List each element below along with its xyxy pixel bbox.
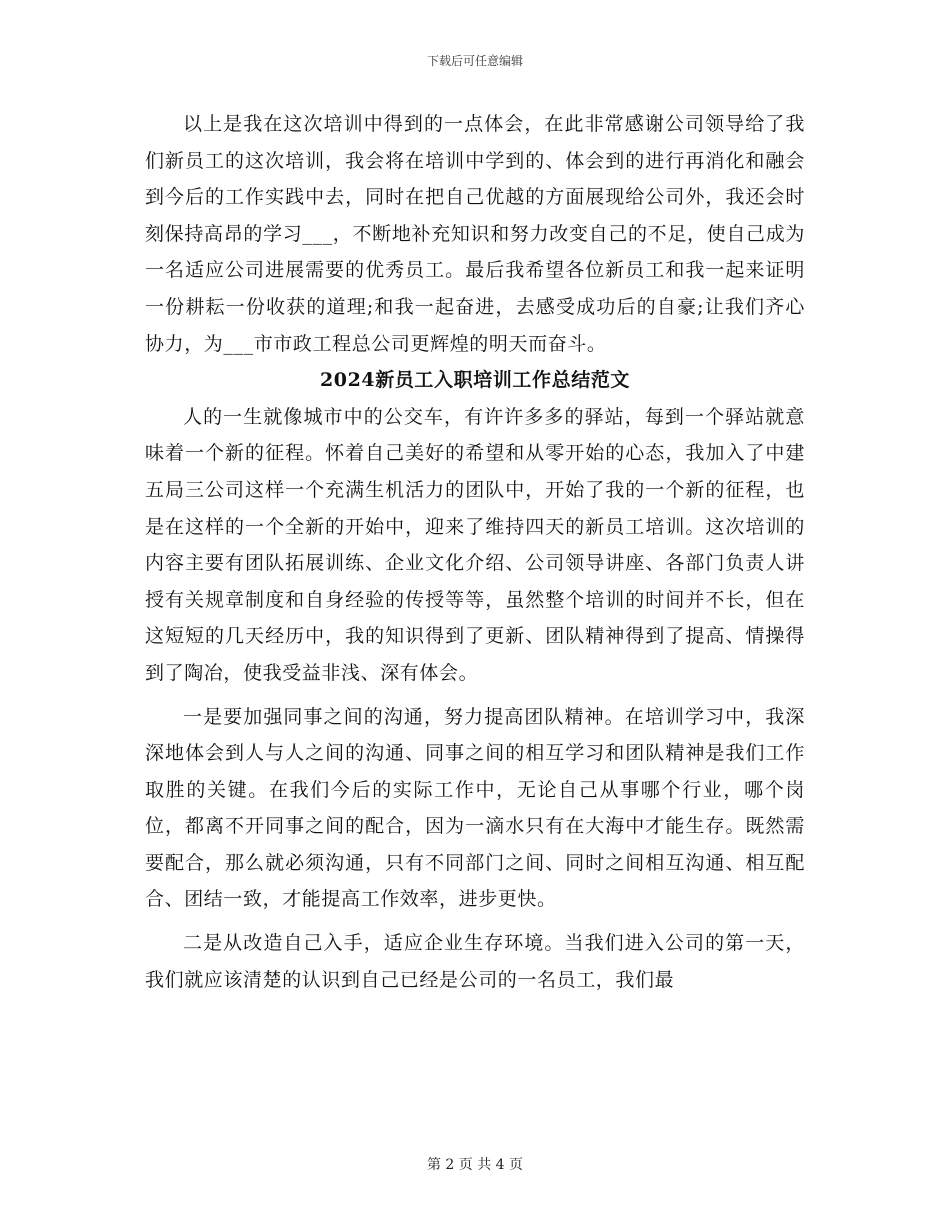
paragraph-point-one: 一是要加强同事之间的沟通，努力提高团队精神。在培训学习中，我深深地体会到人与人之间的沟通、同事之间的相互学习和团队精神是我们工作取胜的关键。在我们今后的实际工作中，无论自己从事哪个行业，哪个岗位，都离不开同事之间的配合，因为一滴水只有在大海中才能生存。既然需要配合，那么就必须沟通，只有不同部门之间、同时之间相互沟通、相互配合、团结一致，才能提高工作效率，进步更快。 (145, 705, 805, 911)
paragraph-point-two: 二是从改造自己入手，适应企业生存环境。当我们进入公司的第一天，我们就应该清楚的认识到自己已经是公司的一名员工，我们最 (145, 932, 805, 991)
section-title: 2024新员工入职培训工作总结范文 (319, 369, 631, 392)
page-footer: 第 2 页 共 4 页 (426, 1157, 524, 1173)
document-body (145, 106, 805, 998)
paragraph-closing-remarks: 以上是我在这次培训中得到的一点体会，在此非常感谢公司领导给了我们新员工的这次培训，我会将在培训中学到的、体会到的进行再消化和融会到今后的工作实践中去，同时在把自己优越的方面展现给公司外，我还会时刻保持高昂的学习___，不断地补充知识和努力改变自己的不足，使自己成为一名适应公司进展需要的优秀员工。最后我希望各位新员工和我一起来证明一份耕耘一份收获的道理;和我一起奋进，去感受成功后的自豪;让我们齐心协力，为___市市政工程总公司更辉煌的明天而奋斗。 (145, 113, 805, 355)
paragraph-introduction: 人的一生就像城市中的公交车，有许许多多的驿站，每到一个驿站就意味着一个新的征程。怀着自己美好的希望和从零开始的心态，我加入了中建五局三公司这样一个充满生机活力的团队中，开始了我的一个新的征程，也是在这样的一个全新的开始中，迎来了维持四天的新员工培训。这次培训的内容主要有团队拓展训练、企业文化介绍、公司领导讲座、各部门负责人讲授有关规章制度和自身经验的传授等等，虽然整个培训的时间并不长，但在这短短的几天经历中，我的知识得到了更新、团队精神得到了提高、情操得到了陶冶，使我受益非浅、深有体会。 (145, 405, 805, 684)
page-header: 下载后可任意编辑 (426, 54, 523, 68)
